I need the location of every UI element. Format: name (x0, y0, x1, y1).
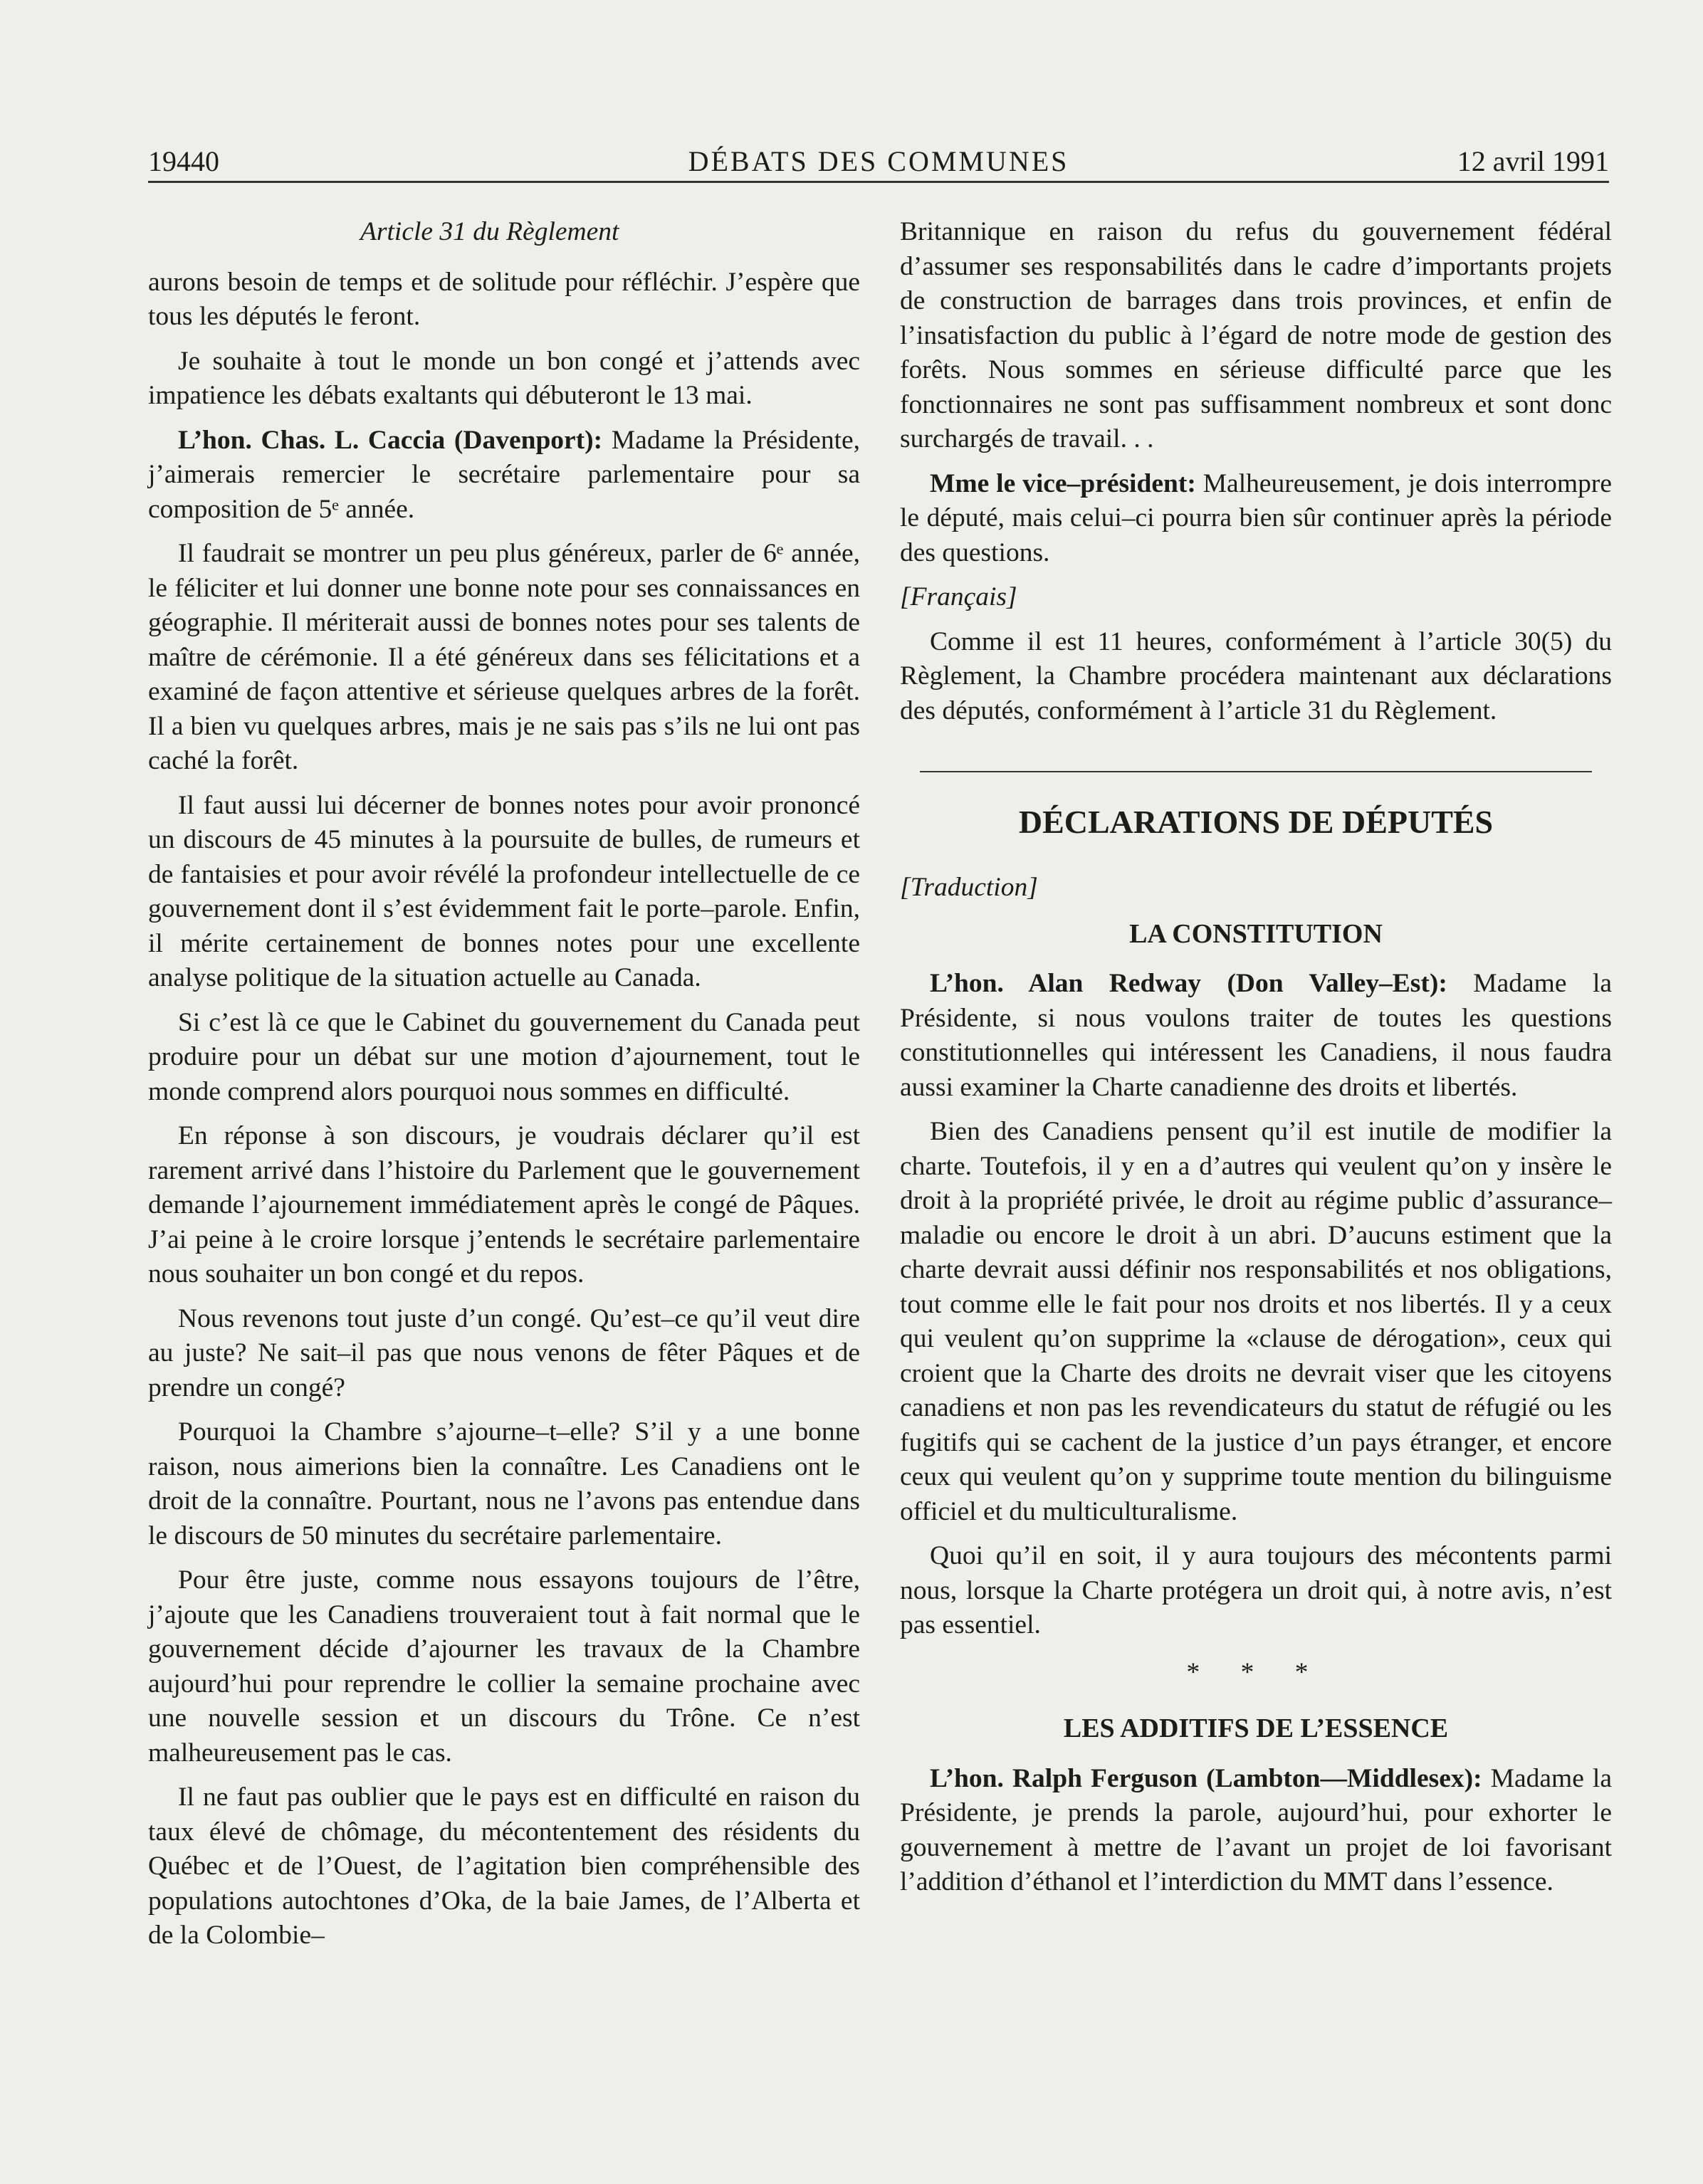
paragraph: Nous revenons tout juste d’un congé. Qu’est–ce qu’il veut dire au juste? Ne sait–il pas que nous venons de fêter Pâques et de prendre un congé? (148, 1303, 860, 1402)
paragraph: aurons besoin de temps et de solitude pour réfléchir. J’espère que tous les députés le feront. (148, 267, 860, 331)
subheading: LES ADDITIFS DE L’ESSENCE (1063, 1713, 1449, 1743)
speech-paragraph (900, 1762, 1612, 1900)
page-number: 19440 (148, 145, 219, 177)
header-rule (148, 181, 1609, 183)
paragraph: Il faut aussi lui décerner de bonnes notes pour avoir prononcé un discours de 45 minutes à la poursuite de bulles, de rumeurs et de fantaisies et pour avoir révélé la profondeur intellectuelle de ce gouvernement dont il s’est évidemment fait le porte–parole. Enfin, il mérite certainement de bonnes notes pour une excellente analyse politique de la situation actuelle au Canada. (148, 790, 860, 992)
paragraph: En réponse à son discours, je voudrais déclarer qu’il est rarement arrivé dans l’histoire du Parlement que le gouvernement demande l’ajournement immédiatement après le congé de Pâques. J’ai peine à le croire lorsque j’entends le secrétaire parlementaire nous souhaiter un bon congé et du repos. (148, 1121, 860, 1288)
left-column (148, 215, 860, 1963)
speech-text: Madame la Présidente, si nous voulons traiter de toutes les questions constitutionnelles qui intéressent les Canadiens, il nous faudra aussi examiner la Charte canadienne des droits et libertés. (900, 969, 1613, 1102)
section-title: DÉCLARATIONS DE DÉPUTÉS (1018, 804, 1494, 840)
publication-title: DÉBATS DES COMMUNES (688, 145, 1069, 177)
speech-text: Madame la Présidente, j’aimerais remercier le secrétaire parlementaire pour sa composition de 5ᵉ année. (148, 425, 861, 524)
paragraph: Pour être juste, comme nous essayons toujours de l’être, j’ajoute que les Canadiens trouveraient tout à fait normal que le gouvernement décide d’ajourner les travaux de la Chambre aujourd’hui pour reprendre le collier la semaine prochaine avec une nouvelle session et un discours du Trône. Ce n’est malheureusement pas le cas. (148, 1565, 860, 1768)
paragraph: Quoi qu’il en soit, il y aura toujours des mécontents parmi nous, lorsque la Charte protégera un droit qui, à notre avis, n’est pas essentiel. (900, 1541, 1612, 1639)
subheading: LA CONSTITUTION (1129, 918, 1383, 949)
language-marker: [Français] (900, 582, 1017, 611)
article-heading: Article 31 du Règlement (360, 217, 619, 246)
separator-stars: * * * (1186, 1657, 1326, 1687)
paragraph: Je souhaite à tout le monde un bon congé et j’attends avec impatience les débats exaltants qui débuteront le 13 mai. (148, 346, 860, 410)
paragraph: Bien des Canadiens pensent qu’il est inutile de modifier la charte. Toutefois, il y en a d’autres qui veulent qu’on y insère le droit à la propriété privée, le droit au régime public d’assurance–maladie ou encore le droit à un abri. D’aucuns estiment que la charte devrait aussi définir nos responsabilités et nos obligations, tout comme elle le fait pour nos droits et nos libertés. Il y a ceux qui veulent qu’on supprime la «clause de dérogation», ceux qui croient que la Charte des droits ne devrait viser que les citoyens canadiens et non pas les revendicateurs du statut de réfugié ou les fugitifs qui se cachent de la justice d’un pays étranger, et encore ceux qui veulent qu’on y supprime toute mention du bilinguisme officiel et du multiculturalisme. (900, 1117, 1612, 1526)
paragraph: Il faudrait se montrer un peu plus généreux, parler de 6ᵉ année, le féliciter et lui donner une bonne note pour ses connaissances en géographie. Il mériterait aussi de bonnes notes pour ses talents de maître de cérémonie. Il a été généreux dans ses félicitations et a examiné de façon attentive et sérieuse quelques arbres de la forêt. Il a bien vu quelques arbres, mais je ne sais pas s’ils ne lui ont pas caché la forêt. (148, 539, 860, 775)
page-header (148, 139, 1609, 182)
paragraph: Britannique en raison du refus du gouvernement fédéral d’assumer ses responsabilités dans le cadre d’importants projets de construction de barrages dans trois provinces, et enfin de l’insatisfaction du public à l’égard de notre mode de gestion des forêts. Nous sommes en sérieuse difficulté parce que les fonctionnaires ne sont pas suffisamment nombreux et sont donc surchargés de travail. . . (900, 217, 1612, 453)
speaker-name: L’hon. Chas. L. Caccia (Davenport): (178, 425, 603, 455)
section-divider (920, 771, 1592, 772)
paragraph: Il ne faut pas oublier que le pays est en difficulté en raison du taux élevé de chômage, du mécontentement des résidents du Québec et de l’Ouest, de l’agitation bien compréhensible des populations autochtones d’Oka, de la baie James, de l’Alberta et de la Colombie– (148, 1783, 860, 1950)
speaker-name: Mme le vice–président: (930, 468, 1196, 498)
publication-date: 12 avril 1991 (1457, 145, 1609, 177)
speech-paragraph (900, 467, 1612, 571)
speech-paragraph (148, 424, 860, 527)
paragraph: Si c’est là ce que le Cabinet du gouvernement du Canada peut produire pour un débat sur une motion d’ajournement, tout le monde comprend alors pourquoi nous sommes en difficulté. (148, 1007, 860, 1106)
right-column (900, 215, 1612, 1910)
speaker-name: L’hon. Ralph Ferguson (Lambton—Middlesex): (930, 1763, 1482, 1793)
speech-text: Malheureusement, je dois interrompre le député, mais celui–ci pourra bien sûr continuer après la période des questions. (900, 468, 1612, 567)
speech-paragraph (900, 967, 1612, 1105)
paragraph: Comme il est 11 heures, conformément à l’article 30(5) du Règlement, la Chambre procédera maintenant aux déclarations des députés, conformément à l’article 31 du Règlement. (900, 626, 1612, 725)
speech-text: Madame la Présidente, je prends la parole, aujourd’hui, pour exhorter le gouvernement à mettre de l’avant un projet de loi favorisant l’addition d’éthanol et l’interdiction du MMT dans l’essence. (900, 1763, 1612, 1896)
paragraph: Pourquoi la Chambre s’ajourne–t–elle? S’il y a une bonne raison, nous aimerions bien la connaître. Les Canadiens ont le droit de la connaître. Pourtant, nous ne l’avons pas entendue dans le discours de 50 minutes du secrétaire parlementaire. (148, 1417, 860, 1550)
speaker-name: L’hon. Alan Redway (Don Valley–Est): (930, 969, 1447, 998)
language-marker: [Traduction] (900, 873, 1038, 902)
